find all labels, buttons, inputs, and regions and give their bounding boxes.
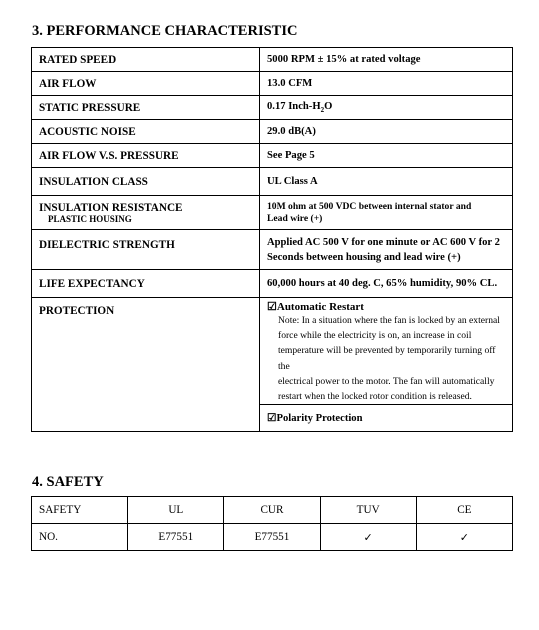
- static-pressure-value: 0.17 Inch-$H_2O$: [260, 96, 513, 120]
- air-flow-value: 13.0 CFM: [260, 72, 513, 96]
- ul-header-cell: UL: [128, 497, 224, 524]
- rated-speed-label: RATED SPEED: [32, 48, 260, 72]
- automatic-restart-heading: ☑Automatic Restart: [267, 301, 364, 313]
- plastic-housing-sublabel: PLASTIC HOUSING: [48, 213, 132, 224]
- table-row: [32, 120, 513, 144]
- insulation-resistance-label: INSULATION RESISTANCE PLASTIC HOUSING: [32, 196, 260, 230]
- ce-checkmark-icon: ✓: [416, 524, 512, 551]
- table-header-row: [32, 497, 513, 524]
- insulation-resistance-value: 10M ohm at 500 VDC between internal stator and Lead wire (+): [260, 196, 513, 230]
- rated-speed-value: 5000 RPM ± 15% at rated voltage: [260, 48, 513, 72]
- safety-table: [31, 496, 513, 551]
- table-row: [32, 196, 513, 230]
- airflow-vs-pressure-label: AIR FLOW V.S. PRESSURE: [32, 144, 260, 168]
- checkbox-checked-icon: ☑: [267, 301, 277, 313]
- safety-heading: 4. SAFETY: [32, 474, 104, 490]
- ce-header-cell: CE: [416, 497, 512, 524]
- table-row: [32, 168, 513, 196]
- checkbox-checked-icon: ☑: [267, 413, 277, 425]
- static-pressure-label: STATIC PRESSURE: [32, 96, 260, 120]
- ul-number-cell: E77551: [128, 524, 224, 551]
- polarity-protection-cell: ☑Polarity Protection: [260, 405, 513, 432]
- table-row: [32, 298, 513, 405]
- table-row: [32, 144, 513, 168]
- acoustic-noise-value: 29.0 dB(A): [260, 120, 513, 144]
- life-expectancy-label: LIFE EXPECTANCY: [32, 270, 260, 298]
- table-row: [32, 72, 513, 96]
- cur-number-cell: E77551: [224, 524, 320, 551]
- insulation-class-value: UL Class A: [260, 168, 513, 196]
- airflow-vs-pressure-value: See Page 5: [260, 144, 513, 168]
- table-row: [32, 524, 513, 551]
- performance-table: [31, 47, 513, 432]
- protection-label: PROTECTION: [32, 298, 260, 432]
- automatic-restart-cell: [260, 298, 513, 405]
- air-flow-label: AIR FLOW: [32, 72, 260, 96]
- automatic-restart-note: Note: In a situation where the fan is locked by an external force while the electricity is on, an increase in coil temperature will be prevented by temporarily turning off the electrical power to the motor. The fan will automatically restart when the locked rotor condition is released.: [278, 315, 500, 403]
- safety-header-cell: SAFETY: [32, 497, 128, 524]
- acoustic-noise-label: ACOUSTIC NOISE: [32, 120, 260, 144]
- dielectric-strength-label: DIELECTRIC STRENGTH: [32, 230, 260, 270]
- table-row: [32, 96, 513, 120]
- dielectric-strength-value: Applied AC 500 V for one minute or AC 600 V for 2 Seconds between housing and lead wire (+): [260, 230, 513, 270]
- life-expectancy-value: 60,000 hours at 40 deg. C, 65% humidity, 90% CL.: [260, 270, 513, 298]
- table-row: [32, 48, 513, 72]
- table-row: [32, 230, 513, 270]
- insulation-class-label: INSULATION CLASS: [32, 168, 260, 196]
- tuv-checkmark-icon: ✓: [320, 524, 416, 551]
- cur-header-cell: CUR: [224, 497, 320, 524]
- no-cell: NO.: [32, 524, 128, 551]
- tuv-header-cell: TUV: [320, 497, 416, 524]
- table-row: [32, 270, 513, 298]
- performance-heading: 3. PERFORMANCE CHARACTERISTIC: [32, 23, 298, 39]
